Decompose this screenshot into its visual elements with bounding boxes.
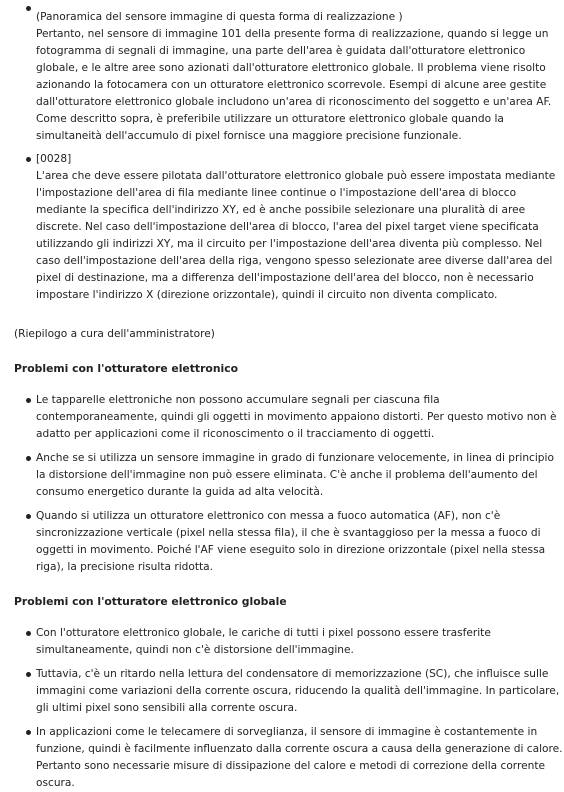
section-heading: Problemi con l'otturatore elettronico — [14, 362, 239, 375]
intro-item-heading: [0028] — [36, 153, 72, 165]
intro-item — [14, 0, 564, 145]
list-item: In applicazioni come le telecamere di sorveglianza, il sensore di immagine è costantemente in funzione, quindi è facilmente influenzato dalla corrente oscura a causa della generazione di calore. Pertanto sono necessarie misure di dissipazione del calore e metodi di correzione della corrente oscura. — [14, 724, 564, 792]
list-item: Quando si utilizza un otturatore elettronico con messa a fuoco automatica (AF), non c'è sincronizzazione verticale (pixel nella stessa fila), il che è svantaggioso per la messa a fuoco di oggetti in movimento. Poiché l'AF viene eseguito solo in direzione orizzontale (pixel nella stessa riga), la precisione risulta ridotta. — [14, 508, 564, 576]
list-item: Tuttavia, c'è un ritardo nella lettura del condensatore di memorizzazione (SC), che influisce sulle immagini come variazioni della corrente oscura, riducendo la qualità dell'immagine. In particolare, gli ultimi pixel sono sensibili alla corrente oscura. — [14, 666, 564, 717]
section-heading: Problemi con l'otturatore elettronico globale — [14, 595, 287, 608]
intro-item-body: Pertanto, nel sensore di immagine 101 della presente forma di realizzazione, quando si legge un fotogramma di segnali di immagine, una parte dell'area è guidata dall'otturatore elettronico globale, e le altre aree sono azionati dall'otturatore elettronico globale. Il problema viene risolto azionando la fotocamera con un otturatore elettronico scorrevole. Esempi di alcune aree gestite dall'otturatore elettronico globale includono un'area di riconoscimento del soggetto e un'area AF. Come descritto sopra, è preferibile utilizzare un otturatore elettronico globale quando la simultaneità dell'accumulo di pixel fornisce una maggiore precisione funzionale. — [36, 28, 552, 142]
list-item: Con l'otturatore elettronico globale, le cariche di tutti i pixel possono essere trasferite simultaneamente, quindi non c'è distorsione dell'immagine. — [14, 625, 564, 659]
summary-note: (Riepilogo a cura dell'amministratore) — [14, 328, 215, 340]
list-item: Anche se si utilizza un sensore immagine in grado di funzionare velocemente, in linea di principio la distorsione dell'immagine non può essere eliminata. C'è anche il problema dell'aumento del consumo energetico durante la guida ad alta velocità. — [14, 450, 564, 501]
intro-item-heading: (Panoramica del sensore immagine di questa forma di realizzazione ) — [36, 11, 403, 23]
intro-item-body: L'area che deve essere pilotata dall'otturatore elettronico globale può essere impostata mediante l'impostazione dell'area di fila mediante linee continue o l'impostazione dell'area di blocco mediante la specifica dell'indirizzo XY, ed è anche possibile selezionare una pluralità di aree discrete. Nel caso dell'impostazione dell'area di blocco, l'area del pixel target viene specificata utilizzando gli indirizzi XY, ma il circuito per l'impostazione dell'area diventa più complesso. Nel caso dell'impostazione dell'area della riga, vengono spesso selezionate aree diverse dall'area del pixel di destinazione, ma a differenza dell'impostazione dell'area del blocco, non è necessario impostare l'indirizzo X (direzione orizzontale), quindi il circuito non diventa complicato. — [36, 170, 556, 301]
section-list — [14, 625, 564, 792]
intro-list — [14, 0, 564, 304]
list-item: Le tapparelle elettroniche non possono accumulare segnali per ciascuna fila contemporaneamente, quindi gli oggetti in movimento appaiono distorti. Per questo motivo non è adatto per applicazioni come il riconoscimento o il tracciamento di oggetti. — [14, 392, 564, 443]
section-list — [14, 392, 564, 576]
intro-item — [14, 151, 564, 304]
